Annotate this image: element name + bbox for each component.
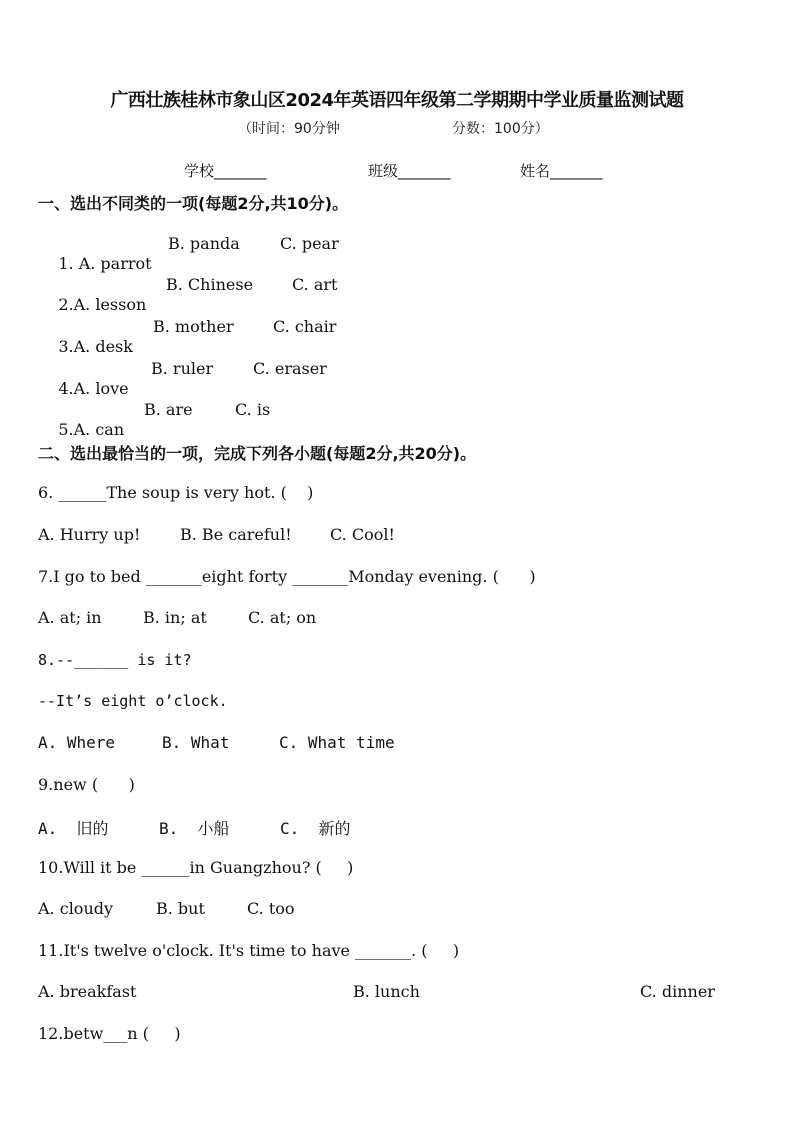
q8-option-a: A. Where: [38, 733, 116, 752]
q9-option-a: A. 旧的: [38, 819, 109, 838]
name-field: 姓名_______: [520, 162, 603, 180]
q1-option-a: 1. A. parrot: [58, 254, 152, 273]
question-8-answer-line: --It’s eight o’clock.: [38, 692, 228, 710]
q2-option-a: 2.A. lesson: [58, 295, 147, 314]
q5-option-a: 5.A. can: [58, 420, 125, 439]
q10-option-a: A. cloudy: [38, 899, 114, 918]
q11-option-c: C. dinner: [640, 982, 715, 1001]
q4-option-b: B. ruler: [151, 359, 214, 378]
question-11: 11.It's twelve o'clock. It's time to have _______. ( ): [38, 941, 460, 960]
question-6: 6. ______The soup is very hot. ( ): [38, 483, 314, 502]
school-field: 学校_______: [184, 162, 267, 180]
exam-time: （时间：90分钟: [238, 121, 340, 137]
q9-option-b: B. 小船: [159, 819, 230, 838]
q6-option-a: A. Hurry up!: [38, 525, 141, 544]
q6-option-c: C. Cool!: [330, 525, 395, 544]
q7-option-a: A. at; in: [38, 608, 102, 627]
q7-option-b: B. in; at: [143, 608, 207, 627]
q5-option-c: C. is: [235, 400, 271, 419]
q1-option-c: C. pear: [280, 234, 339, 253]
question-9: 9.new ( ): [38, 775, 135, 794]
class-field: 班级_______: [368, 162, 451, 180]
section-2-heading: 二、选出最恰当的一项，完成下列各小题(每题2分,共20分)。: [38, 444, 477, 463]
q1-option-b: B. panda: [168, 234, 240, 253]
q11-option-a: A. breakfast: [38, 982, 137, 1001]
q9-option-c: C. 新的: [280, 819, 351, 838]
q10-option-b: B. but: [156, 899, 205, 918]
q4-option-c: C. eraser: [253, 359, 327, 378]
question-10: 10.Will it be ______in Guangzhou? ( ): [38, 858, 354, 877]
q8-option-b: B. What: [162, 733, 230, 752]
section-1-heading: 一、选出不同类的一项(每题2分,共10分)。: [38, 194, 349, 213]
q4-option-a: 4.A. love: [58, 379, 129, 398]
q8-option-c: C. What time: [279, 733, 395, 752]
question-8: 8.--______ is it?: [38, 651, 192, 669]
q10-option-c: C. too: [247, 899, 295, 918]
page-title: 广西壮族桂林市象山区2024年英语四年级第二学期期中学业质量监测试题: [110, 90, 684, 111]
q6-option-b: B. Be careful!: [180, 525, 292, 544]
q2-option-c: C. art: [292, 275, 338, 294]
q11-option-b: B. lunch: [353, 982, 420, 1001]
q3-option-c: C. chair: [273, 317, 337, 336]
q7-option-c: C. at; on: [248, 608, 317, 627]
q5-option-b: B. are: [144, 400, 193, 419]
q3-option-a: 3.A. desk: [58, 337, 133, 356]
q2-option-b: B. Chinese: [166, 275, 254, 294]
exam-score: 分数：100分）: [452, 121, 549, 137]
question-7: 7.I go to bed _______eight forty _______Monday evening. ( ): [38, 567, 536, 586]
question-12: 12.betw___n ( ): [38, 1024, 181, 1043]
q3-option-b: B. mother: [153, 317, 234, 336]
